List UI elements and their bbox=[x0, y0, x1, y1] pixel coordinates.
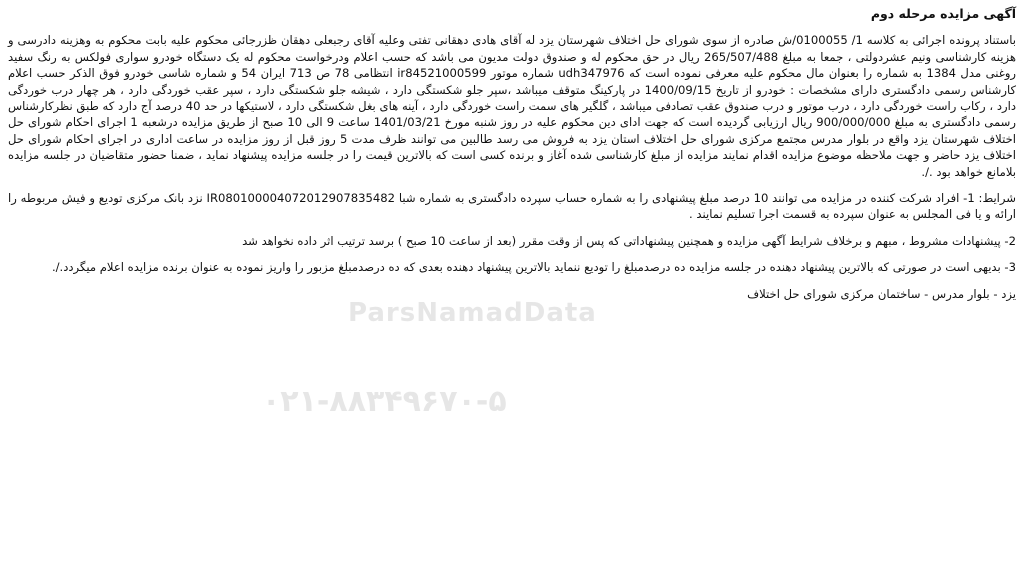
notice-footer-address: یزد - بلوار مدرس - ساختمان مرکزی شورای حل اختلاف bbox=[747, 286, 1016, 301]
condition-3-paragraph: 3- بدیهی است در صورتی که بالاترین پیشنهاد دهنده در جلسه مزایده ده درصدمبلغ را تودیع ننماید بالاترین پیشنهاد دهنده بعدی که ده درصدمبلغ مزبور را واریز نموده به عنوان برنده مزایده اعلام میگردد./. bbox=[51, 260, 1016, 275]
notice-body-paragraph: باستناد پرونده اجرائی به کلاسه 1/ 0100055/ش صادره از سوی شورای حل اختلاف شهرستان یزد له آقای هادی دهقانی تفتی وعلیه آقای رجبعلی دهقان ظزرجائی محکوم علیه بابت محکوم به وهزینه دادرسی و هزینه کارشناسی ونیم عشردولتی ، جمعا به مبلغ 265/507/488 ریال در حق محکوم له و صندوق دولت مدیون می باشد که حسب اعلام ودرخواست محکوم له یک دستگاه خودرو سواری فولکس به رنگ سفید روغنی مدل 1384 به شماره را بعنوان مال محکوم علیه معرفی نموده است که udh347976 شماره موتور ir84521000599 انتظامی 78 ص 713 ایران 54 و شماره شاسی خودرو فوق الذکر حسب اعلام کارشناس رسمی دادگستری دارای مشخصات : خودرو از تاریخ 1400/09/15 در پارکینگ متوقف میباشد ،سپر جلو شکستگی دارد ، شیشه جلو شکستگی دارد ، سپر عقب خوردگی دارد ، هر چهار درب خوردگی دارد ، رکاب راست خوردگی دارد ، درب موتور و درب صندوق عقب تصادفی میباشد ، گلگیر های سمت راست خوردگی دارد ، آینه های بغل شکستگی دارد ، لاستیکها در حد 40 درصد آج دارد که طبق نظرکارشناس رسمی دادگستری به مبلغ 900/000/000 ریال ارزیابی گردیده است که جهت ادای دین محکوم علیه در روز شنبه مورخ 1401/03/21 ساعت 9 الی 10 صبح از طریق مزایده درشعبه 1 اجرای احکام شورای حل اختلاف شهرستان یزد واقع در بلوار مدرس مجتمع مرکزی شورای حل اختلاف استان یزد به فروش می رسد طالبین می توانند ظرف مدت 5 روز قبل از روز مزایده در ساعت اداری در اجرای احکام شورای حل اختلاف یزد حاضر و جهت ملاحظه موضوع مزایده اقدام نمایند مزایده از مبلغ کارشناسی شده آغاز و برنده کسی است که بالاترین قیمت را در جلسه مزایده پیشنهاد نماید ، ضمنا حضور متقاضیان در جلسه مزایده بلامانع خواهد بود ./. bbox=[4, 33, 1017, 179]
watermark-site: ParsNamadData bbox=[348, 298, 597, 328]
condition-2-paragraph: 2- پیشنهادات مشروط ، مبهم و برخلاف شرایط آگهی مزایده و همچنین پیشنهاداتی که پس از وقت مقرر (بعد از ساعت 10 صبح ) برسد ترتیب اثر داده نخواهد شد bbox=[242, 233, 1016, 248]
watermark-phone: ۰۲۱-۸۸۳۴۹۶۷۰-۵ bbox=[262, 384, 507, 419]
condition-1-paragraph: شرایط: 1- افراد شرکت کننده در مزایده می توانند 10 درصد مبلغ پیشنهادی را به شماره حساب سپرده دادگستری به شماره شبا IR080100004072012907835482 نزد بانک مرکزی تودیع و فیش مربوطه را ارائه و یا فی المجلس به عنوان سپرده به قسمت اجرا تسلیم نمایند . bbox=[4, 191, 1017, 222]
auction-notice bbox=[4, 6, 1017, 302]
notice-title: آگهی مزایده مرحله دوم bbox=[870, 6, 1016, 21]
